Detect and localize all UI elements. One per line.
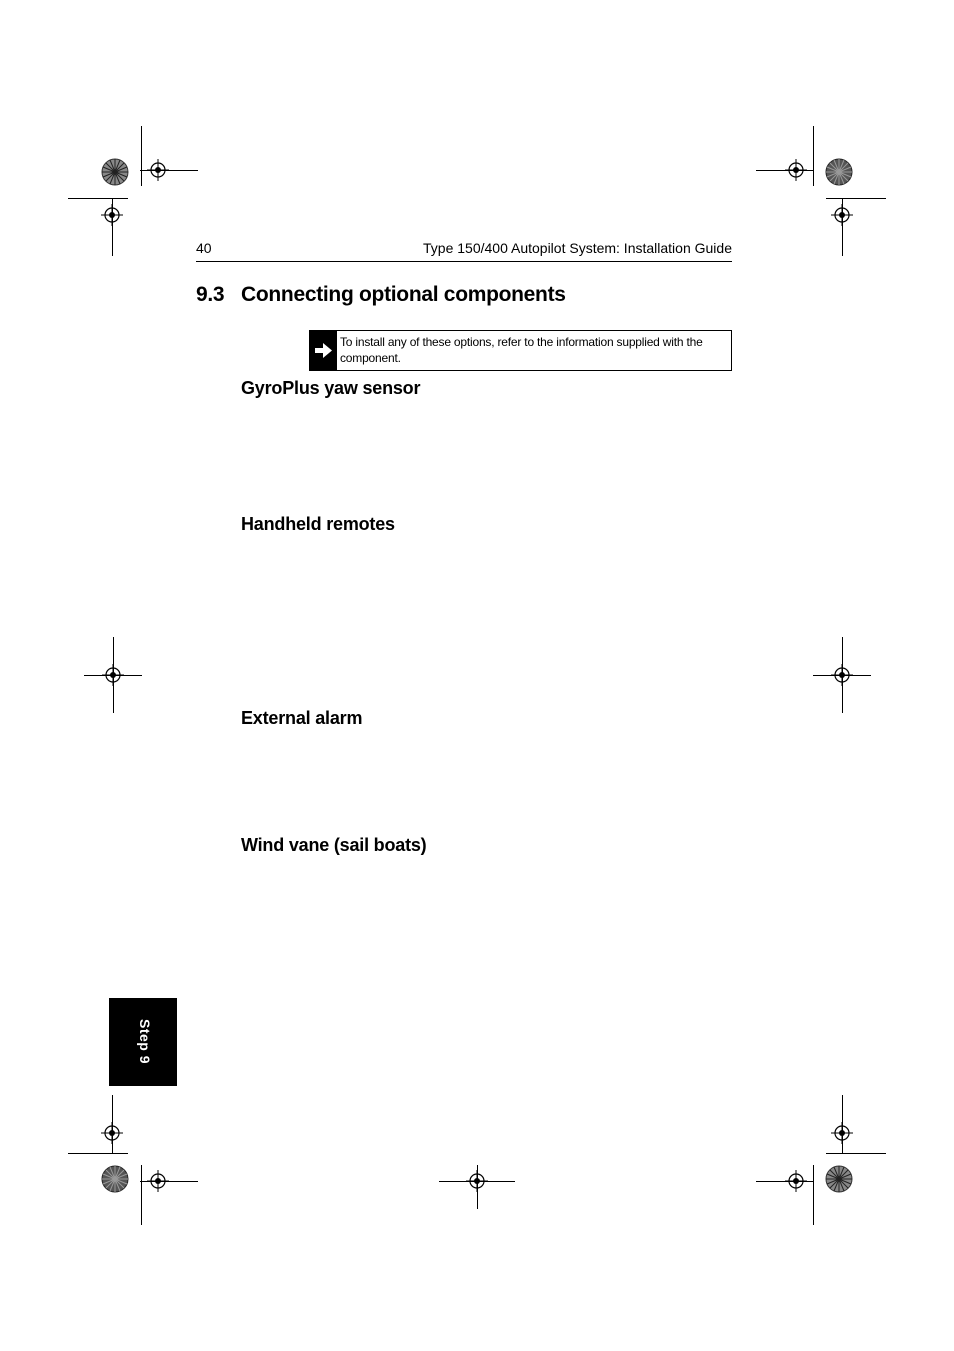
page-number: 40	[196, 240, 212, 256]
registration-mark-icon	[466, 1170, 488, 1192]
registration-mark-icon	[785, 159, 807, 181]
subsection-heading-wind-vane: Wind vane (sail boats)	[241, 835, 427, 855]
header-rule	[196, 261, 732, 262]
star-target-icon	[101, 1165, 129, 1193]
star-target-icon	[825, 158, 853, 186]
section-number: 9.3	[196, 283, 225, 306]
step-tab-label: Step 9	[137, 1019, 153, 1065]
registration-mark-icon	[102, 664, 124, 686]
arrow-right-icon	[310, 331, 337, 370]
registration-mark-icon	[785, 1170, 807, 1192]
running-header: Type 150/400 Autopilot System: Installation Guide	[423, 240, 732, 256]
registration-mark-icon	[147, 1170, 169, 1192]
star-target-icon	[101, 158, 129, 186]
note-text: To install any of these options, refer to the information supplied with the component.	[340, 335, 703, 365]
registration-mark-icon	[831, 664, 853, 686]
registration-mark-icon	[831, 204, 853, 226]
note-box	[309, 330, 732, 371]
registration-mark-icon	[101, 1122, 123, 1144]
subsection-heading-external-alarm: External alarm	[241, 708, 363, 728]
registration-mark-icon	[831, 1122, 853, 1144]
star-target-icon	[825, 1165, 853, 1193]
subsection-heading-handheld-remotes: Handheld remotes	[241, 514, 395, 534]
section-heading	[196, 283, 566, 307]
step-tab	[109, 998, 177, 1086]
section-title: Connecting optional components	[241, 283, 566, 306]
subsection-heading-gyroplus: GyroPlus yaw sensor	[241, 378, 421, 398]
registration-mark-icon	[101, 204, 123, 226]
registration-mark-icon	[147, 159, 169, 181]
